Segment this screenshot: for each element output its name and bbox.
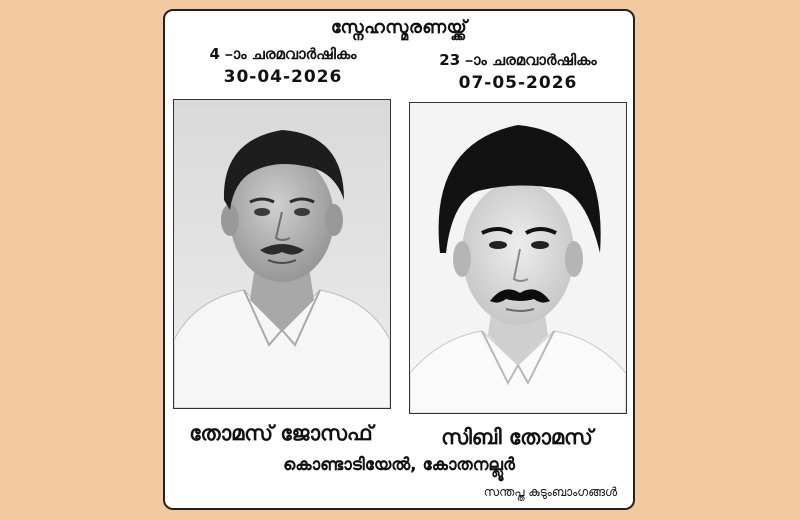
left-portrait-photo	[173, 99, 391, 409]
left-anniversary-date: 30-04-2026	[223, 67, 343, 87]
left-person-name: തോമസ് ജോസഫ്	[189, 421, 373, 445]
right-anniversary-label: 23 –ാം ചരമവാർഷികം	[439, 51, 597, 69]
left-portrait-image	[174, 100, 390, 408]
right-anniversary-date: 07-05-2026	[458, 73, 578, 93]
left-anniversary-label: 4 –ാം ചരമവാർഷികം	[209, 45, 357, 63]
bereaved-family-label: സന്തപ്ത കുടുംബാംഗങ്ങൾ	[483, 485, 617, 499]
right-portrait-photo	[409, 102, 627, 414]
right-anniversary-block	[413, 51, 623, 93]
right-portrait-image	[410, 103, 626, 413]
family-address: കൊണ്ടാടിയേൽ, കോതനല്ലൂർ	[283, 455, 515, 475]
left-anniversary-block	[183, 45, 383, 87]
notice-heading: സ്നേഹസ്മരണയ്ക്ക്	[330, 17, 468, 38]
right-person-name: സിബി തോമസ്	[441, 425, 593, 449]
obituary-card	[163, 9, 635, 510]
